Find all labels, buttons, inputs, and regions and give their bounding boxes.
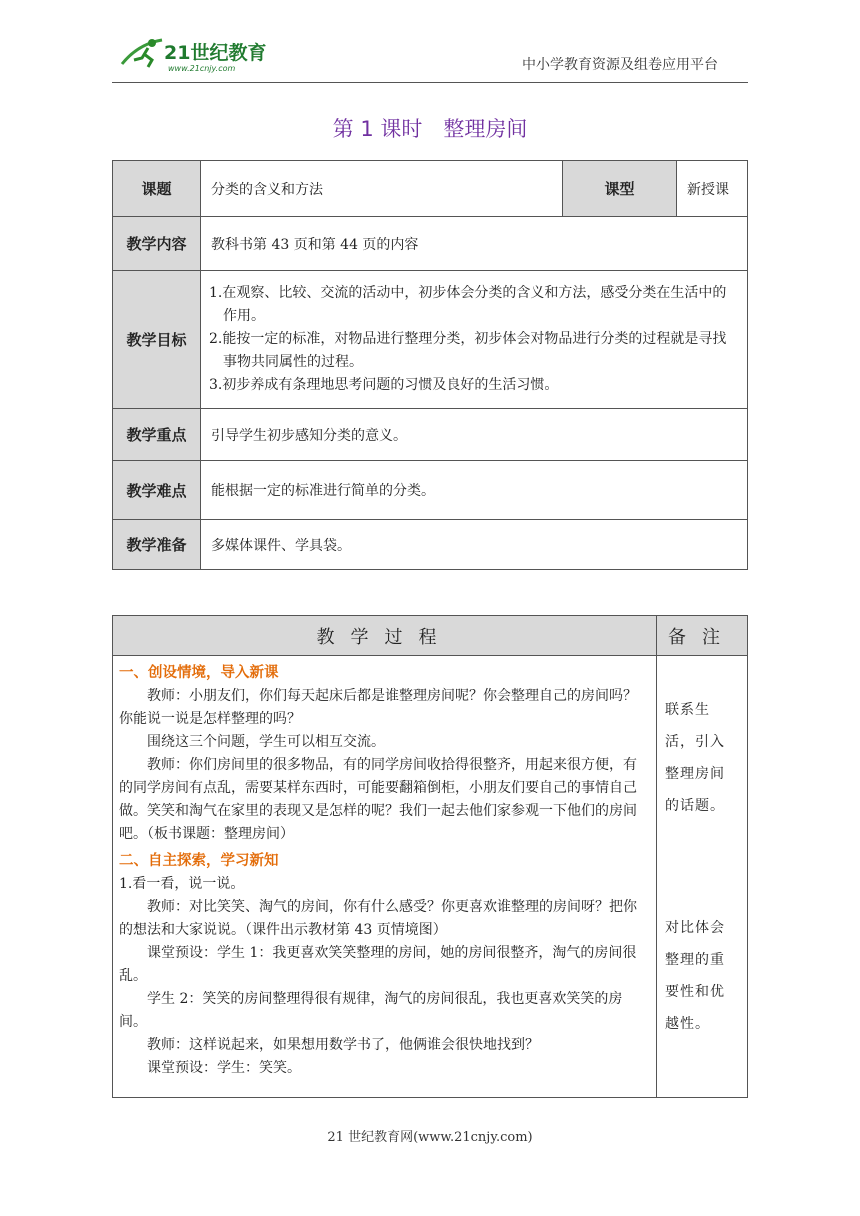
- difficulty-value: 能根据一定的标准进行简单的分类。: [201, 461, 748, 520]
- key-point-label: 教学重点: [113, 409, 201, 461]
- type-value: 新授课: [677, 161, 748, 217]
- key-point-value: 引导学生初步感知分类的意义。: [201, 409, 748, 461]
- lesson-info-table: [112, 160, 748, 570]
- paragraph: 课堂预设：学生 1：我更喜欢笑笑整理的房间，她的房间很整齐，淘气的房间很乱。: [119, 945, 637, 984]
- process-content: [113, 656, 657, 1098]
- difficulty-label: 教学难点: [113, 461, 201, 520]
- note-item: 联系生活，引入整理房间的话题。: [665, 702, 725, 814]
- paragraph: 教师：小朋友们，你们每天起床后都是谁整理房间呢？你会整理自己的房间吗？你能说一说是怎样整理的吗？: [119, 688, 637, 727]
- header-divider: [112, 82, 748, 83]
- logo-text: 21世纪教育: [164, 42, 267, 64]
- note-item: 对比体会整理的重要性和优越性。: [665, 920, 725, 1032]
- paragraph: 教师：这样说起来，如果想用数学书了，他俩谁会很快地找到？: [147, 1037, 539, 1053]
- notes-column: [657, 656, 748, 1098]
- content-value: 教科书第 43 页和第 44 页的内容: [201, 217, 748, 271]
- topic-label: 课题: [113, 161, 201, 217]
- goals-label: 教学目标: [113, 271, 201, 409]
- paragraph: 围绕这三个问题，学生可以相互交流。: [147, 734, 385, 750]
- paragraph: 课堂预设：学生：笑笑。: [147, 1060, 301, 1076]
- preparation-value: 多媒体课件、学具袋。: [201, 520, 748, 570]
- page-footer: 21 世纪教育网(www.21cnjy.com): [327, 1130, 533, 1145]
- notes-header: 备注: [657, 616, 748, 656]
- goals-list: [201, 271, 748, 409]
- paragraph: 学生 2：笑笑的房间整理得很有规律，淘气的房间很乱，我也更喜欢笑笑的房间。: [119, 991, 623, 1030]
- list-item: 1.看一看，说一说。: [119, 876, 245, 892]
- preparation-label: 教学准备: [113, 520, 201, 570]
- site-logo: [118, 34, 288, 74]
- platform-name: 中小学教育资源及组卷应用平台: [522, 57, 718, 73]
- goal-item: 1.在观察、比较、交流的活动中，初步体会分类的含义和方法，感受分类在生活中的作用。: [209, 285, 727, 324]
- section-heading: 二、自主探索，学习新知: [119, 853, 279, 869]
- goal-item: 3.初步养成有条理地思考问题的习惯及良好的生活习惯。: [209, 377, 559, 393]
- content-label: 教学内容: [113, 217, 201, 271]
- process-header: 教学过程: [113, 616, 657, 656]
- type-label: 课型: [563, 161, 677, 217]
- paragraph: 教师：对比笑笑、淘气的房间，你有什么感受？你更喜欢谁整理的房间呀？把你的想法和大家说说。（课件出示教材第 43 页情境图）: [119, 899, 637, 938]
- page-title: 第 1 课时 整理房间: [332, 117, 528, 141]
- section-heading: 一、创设情境，导入新课: [119, 665, 279, 681]
- logo-url: www.21cnjy.com: [168, 64, 236, 73]
- paragraph: 教师：你们房间里的很多物品，有的同学房间收拾得很整齐，用起来很方便，有的同学房间有点乱，需要某样东西时，可能要翻箱倒柜，小朋友们要自己的事情自己做。笑笑和淘气在家里的表现又是怎样的呢？我们一起去他们家参观一下他们的房间吧。（板书课题：整理房间）: [119, 757, 637, 842]
- topic-value: 分类的含义和方法: [201, 161, 563, 217]
- teaching-process-table: [112, 615, 748, 1098]
- goal-item: 2.能按一定的标准，对物品进行整理分类，初步体会对物品进行分类的过程就是寻找事物共同属性的过程。: [209, 331, 727, 370]
